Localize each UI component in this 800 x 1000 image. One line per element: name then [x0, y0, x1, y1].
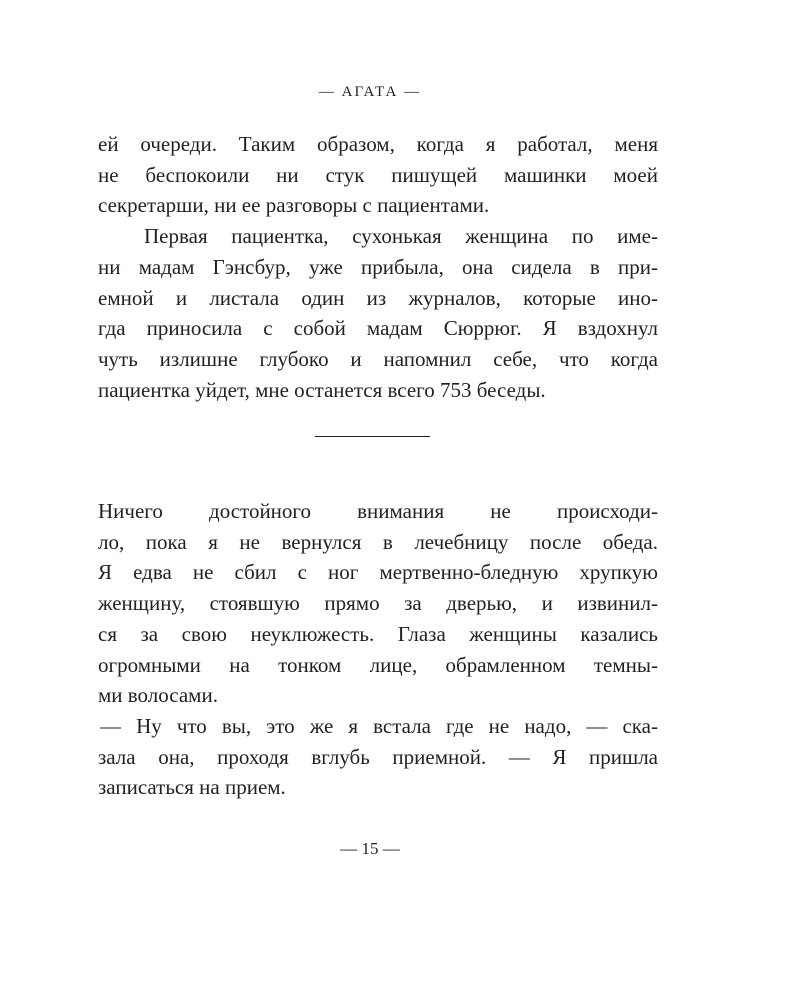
- text-line: пациентка уйдет, мне останется всего 753 беседы.: [98, 377, 546, 402]
- page-number: — 15 —: [340, 839, 400, 858]
- paragraph-continued: [98, 129, 658, 221]
- text-line: ло, пока я не вернулся в лечебницу после обеда.: [98, 529, 658, 554]
- text-line: Ничего достойного внимания не происходи-: [98, 499, 658, 523]
- text-line: Первая пациентка, сухонькая женщина по име-: [144, 224, 658, 249]
- text-line: — Ну что вы, это же я встала где не надо, — ска-: [100, 713, 658, 738]
- running-head: — АГАТА —: [318, 84, 422, 100]
- text-line: чуть излишне глубоко и напомнил себе, что когда: [98, 346, 658, 371]
- text-line: Я едва не сбил с ног мертвенно-бледную хрупкую: [98, 560, 658, 585]
- text-line: гда приносила с собой мадам Сюррюг. Я вздохнул: [98, 316, 658, 341]
- text-line: емной и листала один из журналов, которые ино-: [98, 285, 658, 310]
- paragraph-after-lunch: [98, 496, 658, 711]
- text-line: ми волосами.: [98, 683, 218, 708]
- text-line: ся за свою неуклюжесть. Глаза женщины казались: [98, 621, 658, 646]
- paragraph-first-patient: [98, 221, 658, 405]
- section-divider: [315, 436, 430, 437]
- text-line: зала она, проходя вглубь приемной. — Я пришла: [98, 744, 658, 769]
- text-line: огромными на тонком лице, обрамленном темны-: [98, 652, 658, 677]
- text-line: секретарши, ни ее разговоры с пациентами.: [98, 193, 490, 218]
- text-line: не беспокоили ни стук пишущей машинки моей: [98, 162, 658, 187]
- text-line: женщину, стоявшую прямо за дверью, и извинил-: [98, 591, 658, 616]
- paragraph-dialogue: [98, 711, 658, 803]
- text-block-bottom: [98, 496, 658, 803]
- text-line: записаться на прием.: [98, 775, 286, 800]
- text-block-top: [98, 129, 658, 405]
- text-line: ей очереди. Таким образом, когда я работал, меня: [98, 132, 658, 156]
- text-line: ни мадам Гэнсбур, уже прибыла, она сидела в при-: [98, 254, 658, 279]
